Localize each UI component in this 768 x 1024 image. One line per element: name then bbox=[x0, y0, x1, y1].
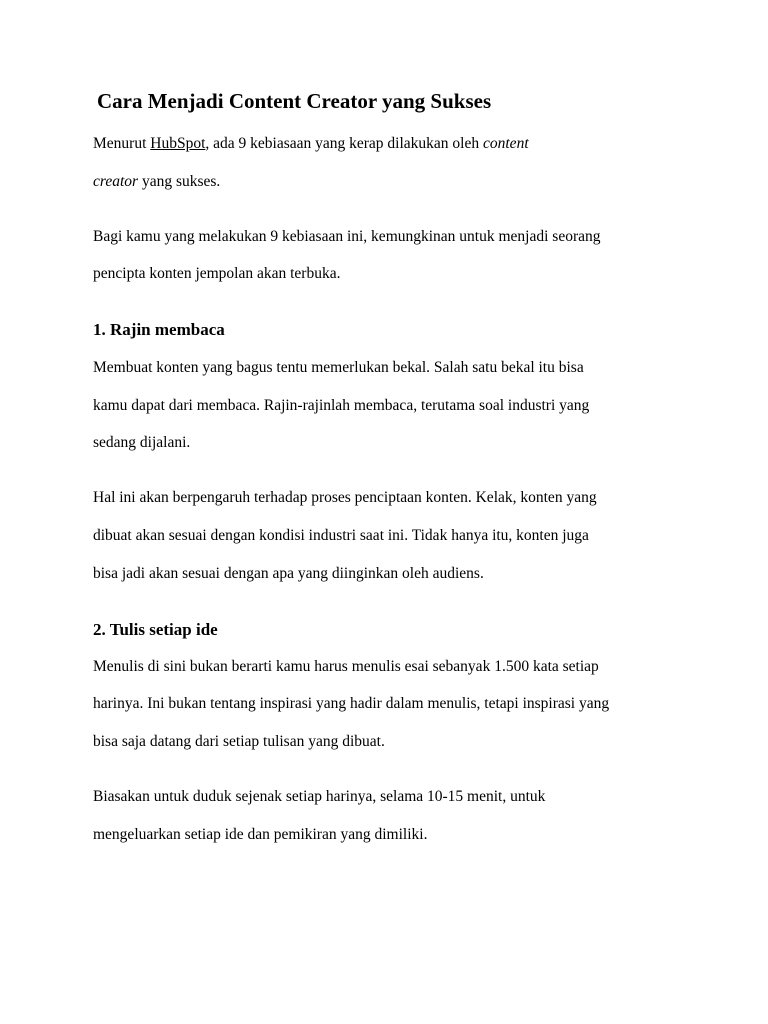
paragraph-line: sedang dijalani. bbox=[93, 434, 191, 451]
paragraph-line: Bagi kamu yang melakukan 9 kebiasaan ini, kemungkinan untuk menjadi seorang bbox=[93, 228, 601, 245]
paragraph-line: bisa saja datang dari setiap tulisan yang dibuat. bbox=[93, 733, 385, 750]
section-heading-tulis-setiap-ide: 2. Tulis setiap ide bbox=[93, 620, 218, 639]
paragraph-line: Hal ini akan berpengaruh terhadap proses penciptaan konten. Kelak, konten yang bbox=[93, 489, 597, 506]
hubspot-link[interactable]: HubSpot bbox=[150, 135, 206, 152]
paragraph-line: Menulis di sini bukan berarti kamu harus menulis esai sebanyak 1.500 kata setiap bbox=[93, 658, 599, 675]
paragraph-line: Membuat konten yang bagus tentu memerlukan bekal. Salah satu bekal itu bisa bbox=[93, 359, 584, 376]
intro-line-1 bbox=[93, 134, 529, 154]
paragraph-line: dibuat akan sesuai dengan kondisi industri saat ini. Tidak hanya itu, konten juga bbox=[93, 527, 589, 544]
paragraph-line: bisa jadi akan sesuai dengan apa yang diinginkan oleh audiens. bbox=[93, 565, 484, 582]
intro-emphasis: creator bbox=[93, 173, 139, 190]
intro-text: yang sukses. bbox=[138, 173, 221, 190]
document-title: Cara Menjadi Content Creator yang Sukses bbox=[97, 89, 492, 113]
paragraph-line: Biasakan untuk duduk sejenak setiap harinya, selama 10-15 menit, untuk bbox=[93, 788, 546, 805]
paragraph-line: mengeluarkan setiap ide dan pemikiran yang dimiliki. bbox=[93, 826, 428, 843]
intro-text: Menurut bbox=[93, 135, 151, 152]
paragraph-line: pencipta konten jempolan akan terbuka. bbox=[93, 265, 341, 282]
intro-line-2 bbox=[93, 172, 220, 192]
section-heading-rajin-membaca: 1. Rajin membaca bbox=[93, 320, 225, 339]
paragraph-line: harinya. Ini bukan tentang inspirasi yang hadir dalam menulis, tetapi inspirasi yang bbox=[93, 695, 610, 712]
paragraph-line: kamu dapat dari membaca. Rajin-rajinlah membaca, terutama soal industri yang bbox=[93, 397, 590, 414]
intro-emphasis: content bbox=[483, 135, 529, 152]
intro-text: , ada 9 kebiasaan yang kerap dilakukan oleh bbox=[205, 135, 483, 152]
